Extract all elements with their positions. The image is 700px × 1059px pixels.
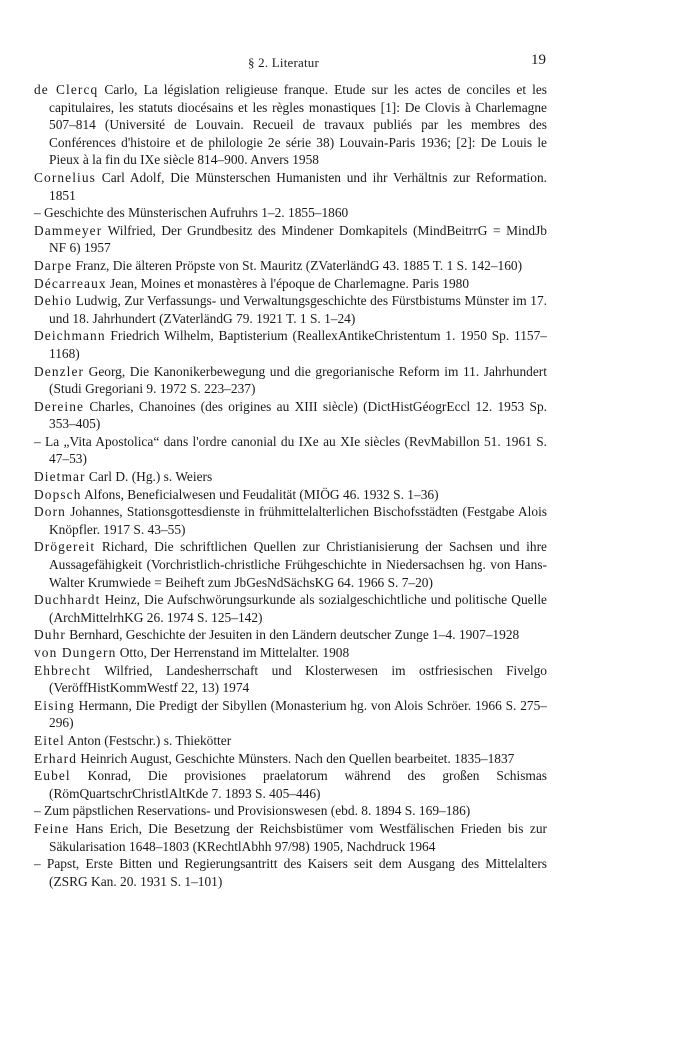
entry-author: Eising — [34, 697, 75, 713]
entry-author: Duhr — [34, 627, 66, 643]
entry-text: Jean, Moines et monastères à l'époque de Charlemagne. Paris 1980 — [106, 275, 470, 291]
entry-text: Otto, Der Herrenstand im Mittelalter. 1908 — [116, 645, 350, 660]
bibliography-entry — [34, 433, 547, 468]
entry-text: – Papst, Erste Bitten und Regierungsantritt des Kaisers seit dem Ausgang des Mittelalters (ZSRG Kan. 20. 1931 S. 1–101) — [34, 856, 547, 889]
entry-author: Denzler — [34, 363, 85, 379]
entry-text: Wilfried, Der Grundbesitz des Mindener Domkapitels (MindBeitrrG = MindJb NF 6) 1957 — [49, 222, 547, 256]
bibliography-entry — [34, 204, 547, 222]
bibliography-entry — [34, 327, 547, 362]
entry-text: – Geschichte des Münsterischen Aufruhrs 1–2. 1855–1860 — [34, 205, 349, 221]
entry-text: Bernhard, Geschichte der Jesuiten in den Ländern deutscher Zunge 1–4. 1907–1928 — [65, 627, 520, 643]
entry-text: Georg, Die Kanonikerbewegung und die gregorianische Reform im 11. Jahrhundert (Studi Gregoriani 9. 1972 S. 223–237) — [49, 363, 547, 397]
entry-author: de Clercq — [34, 82, 99, 97]
bibliography-entry — [34, 802, 547, 820]
bibliography-entry — [34, 275, 547, 293]
bibliography-entry — [34, 855, 547, 890]
bibliography-entry — [34, 468, 547, 486]
entry-author: Feine — [34, 820, 70, 836]
entry-text: Heinz, Die Aufschwörungsurkunde als sozialgeschichtliche und politische Quelle (ArchMittelrhKG 26. 1974 S. 125–142) — [49, 592, 547, 625]
entry-text: Carlo, La législation religieuse franque. Etude sur les actes de conciles et les capitulaires, les statuts diocésains et les règles monastiques [1]: De Clovis à Charlemagne 507–814 (Université de Louvain. Recueil de travaux publiés par les membres des Conférences d'histoire et de philologie 2e série 38) Louvain-Paris 1936; [2]: De Louis le Pieux à la fin du IXe siècle 814–900. Anvers 1958 — [49, 82, 547, 168]
bibliography-entry — [34, 732, 547, 750]
entry-text: Wilfried, Landesherrschaft und Klosterwesen im ostfriesischen Fivelgo (VeröffHistKommWestf 22, 13) 1974 — [49, 662, 547, 696]
bibliography-entry — [34, 257, 547, 275]
entry-text: – La „Vita Apostolica“ dans l'ordre canonial du IXe au XIe siècles (RevMabillon 51. 1961 S. 47–53) — [34, 433, 547, 467]
bibliography-entry — [34, 398, 547, 433]
entry-text: Richard, Die schriftlichen Quellen zur Christianisierung der Sachsen und ihre Aussagefähigkeit (Vorchristlich-christliche Frühgeschichte in Niedersachsen hg. von Hans-Walter Krumwiede = Beiheft zum JbGesNdSächsKG 64. 1966 S. 7–20) — [49, 539, 547, 590]
entry-author: Dammeyer — [34, 222, 103, 238]
entry-author: Eubel — [34, 768, 71, 784]
entry-text: Carl Adolf, Die Münsterschen Humanisten und ihr Verhältnis zur Reformation. 1851 — [49, 169, 547, 203]
bibliography-entry — [34, 363, 547, 398]
bibliography-entry — [34, 662, 547, 697]
page-number: 19 — [531, 52, 546, 68]
entry-author: Erhard — [34, 750, 78, 766]
bibliography-entry — [34, 486, 547, 504]
entry-text: – Zum päpstlichen Reservations- und Provisionswesen (ebd. 8. 1894 S. 169–186) — [34, 803, 471, 819]
entry-text: Johannes, Stationsgottesdienste in frühmittelalterlichen Bischofsstädten (Festgabe Alois Knöpfler. 1917 S. 43–55) — [49, 504, 547, 537]
bibliography-entry — [34, 644, 547, 662]
entry-author: Décarreaux — [34, 275, 107, 291]
bibliography-entry — [34, 222, 547, 257]
bibliography-entry — [34, 538, 547, 591]
entry-text: Hermann, Die Predigt der Sibyllen (Monasterium hg. von Alois Schröer. 1966 S. 275–296) — [49, 697, 547, 731]
bibliography-entry — [34, 81, 547, 169]
entry-text: Franz, Die älteren Pröpste von St. Mauritz (ZVaterländG 43. 1885 T. 1 S. 142–160) — [72, 257, 523, 273]
entry-author: Dopsch — [34, 486, 82, 502]
entry-text: Konrad, Die provisiones praelatorum während des großen Schismas (RömQuartschrChristlAltKde 7. 1893 S. 405–446) — [49, 768, 547, 801]
entry-author: Deichmann — [34, 328, 106, 344]
bibliography-entry — [34, 169, 547, 204]
bibliography-entry — [34, 626, 547, 644]
bibliography-entry — [34, 750, 547, 768]
entry-author: Dehio — [34, 293, 73, 309]
bibliography-list — [34, 81, 547, 890]
bibliography-entry — [34, 767, 547, 802]
entry-text: Alfons, Beneficialwesen und Feudalität (MIÖG 46. 1932 S. 1–36) — [81, 486, 439, 502]
entry-author: von Dungern — [34, 645, 117, 660]
bibliography-entry — [34, 591, 547, 626]
entry-author: Eitel — [34, 732, 65, 748]
entry-author: Drögereit — [34, 539, 96, 555]
entry-author: Dietmar — [34, 469, 86, 485]
entry-text: Friedrich Wilhelm, Baptisterium (ReallexAntikeChristentum 1. 1950 Sp. 1157–1168) — [49, 328, 547, 361]
entry-author: Darpe — [34, 257, 73, 273]
entry-author: Dorn — [34, 504, 66, 520]
entry-text: Hans Erich, Die Besetzung der Reichsbistümer vom Westfälischen Frieden bis zur Säkularisation 1648–1803 (KRechtlAbhh 97/98) 1905, Nachdruck 1964 — [49, 820, 547, 854]
bibliography-entry — [34, 820, 547, 855]
entry-author: Cornelius — [34, 169, 96, 185]
entry-text: Carl D. (Hg.) s. Weiers — [85, 469, 213, 485]
entry-author: Ehbrecht — [34, 662, 92, 678]
entry-author: Duchhardt — [34, 592, 101, 608]
running-head: § 2. Literatur — [248, 55, 320, 70]
bibliography-entry — [34, 292, 547, 327]
entry-text: Anton (Festschr.) s. Thiekötter — [64, 732, 232, 748]
bibliography-entry — [34, 697, 547, 732]
entry-text: Charles, Chanoines (des origines au XIII siècle) (DictHistGéogrEccl 12. 1953 Sp. 353–405) — [49, 398, 547, 432]
bibliography-entry — [34, 503, 547, 538]
entry-text: Heinrich August, Geschichte Münsters. Nach den Quellen bearbeitet. 1835–1837 — [77, 750, 515, 766]
entry-text: Ludwig, Zur Verfassungs- und Verwaltungsgeschichte des Fürstbistums Münster im 17. und 18. Jahrhundert (ZVaterländG 79. 1921 T. 1 S. 1–24) — [49, 293, 547, 326]
entry-author: Dereine — [34, 398, 85, 414]
